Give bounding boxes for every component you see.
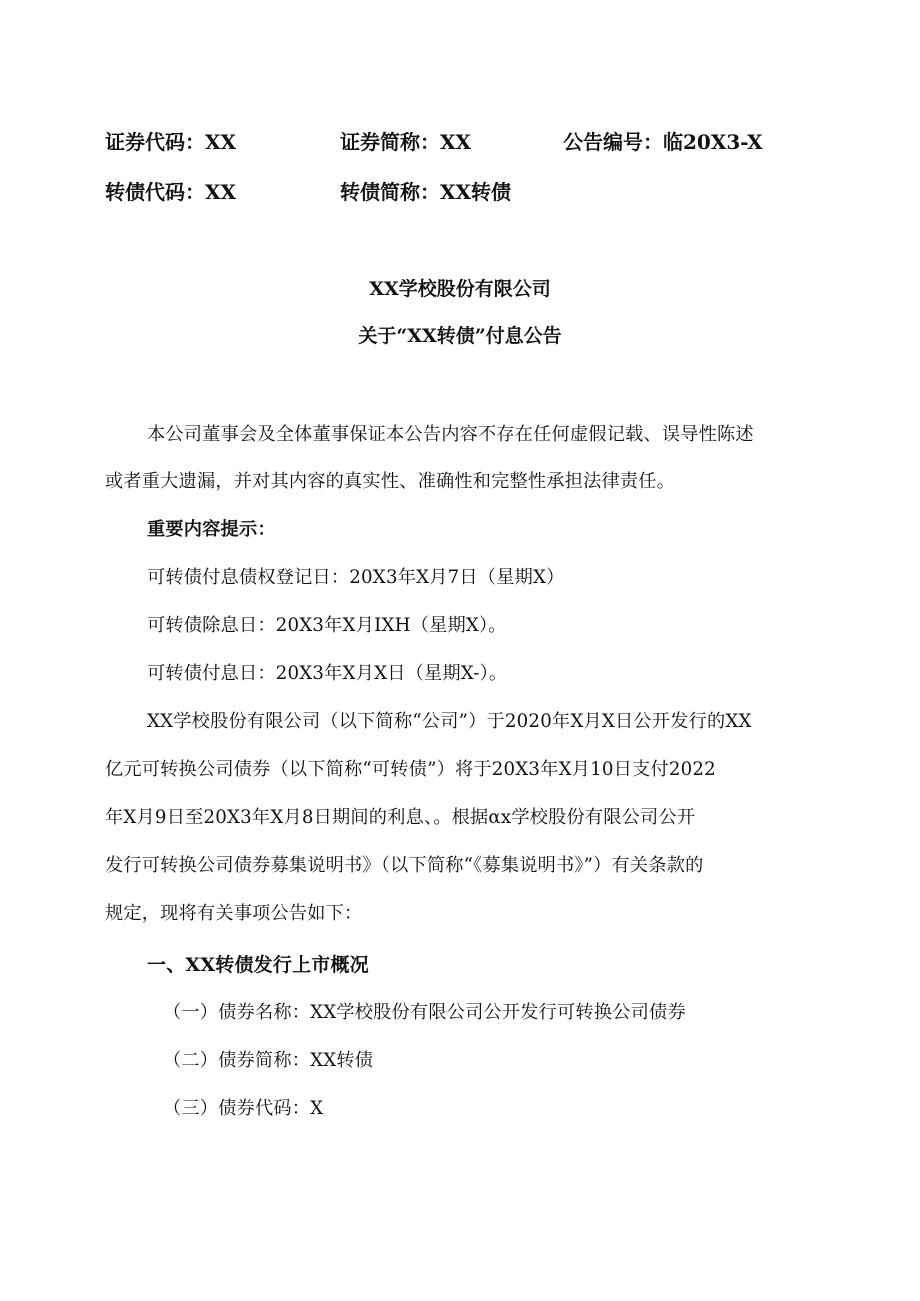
section-1-heading: 一、XX转债发行上市概况 [147,954,369,976]
stock-code: 证券代码：XX [105,130,237,154]
bond-name-item: （一）债券名称：XX学校股份有限公司公开发行可转换公司债券 [163,1002,686,1023]
body-line-1: XX学校股份有限公司（以下简称“公司”）于2020年X月X日公开发行的XX [147,711,752,732]
bond-abbreviation: 转债简称：XX转债 [340,180,512,204]
payment-date-item: 可转债付息日：20X3年X月X日（星期X-）。 [147,663,508,684]
key-points-heading: 重要内容提示： [147,519,276,540]
body-line-2: 亿元可转换公司债券（以下简称“可转债”）将于20X3年X月10日支付2022 [105,759,716,780]
bond-code-item: （三）债券代码：X [163,1098,324,1119]
body-line-5: 规定，现将有关事项公告如下： [105,903,363,924]
notice-number: 公告编号：临20X3-X [563,130,763,154]
statement-line-2: 或者重大遗漏，并对其内容的真实性、准确性和完整性承担法律责任。 [105,471,676,492]
bond-abbreviation-item: （二）债券简称：XX转债 [163,1050,374,1071]
statement-line-1: 本公司董事会及全体董事保证本公告内容不存在任何虚假记载、误导性陈述 [147,424,754,445]
record-date-item: 可转债付息债权登记日：20X3年X月7日（星期X） [147,567,565,588]
notice-title: 关于“XX转债”付息公告 [358,325,562,347]
company-title: XX学校股份有限公司 [369,278,551,300]
bond-code: 转债代码：XX [105,180,237,204]
stock-abbreviation: 证券简称：XX [340,130,472,154]
body-line-4: 发行可转换公司债券募集说明书》（以下简称“《募集说明书》”）有关条款的 [105,855,704,876]
body-line-3: 年X月9日至20X3年X月8日期间的利息、。根据αx学校股份有限公司公开 [105,807,696,828]
ex-interest-date-item: 可转债除息日：20X3年X月IXH（星期X）。 [147,615,507,636]
